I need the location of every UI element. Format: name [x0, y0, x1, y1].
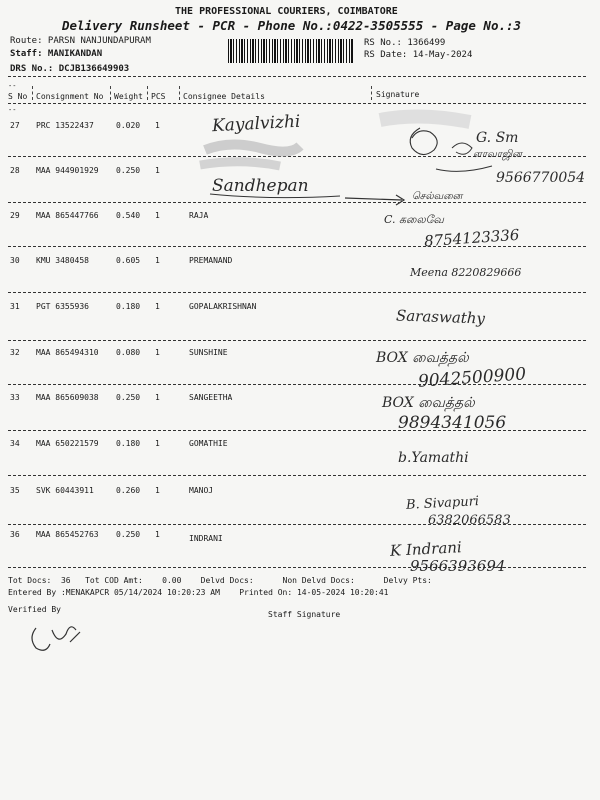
col-consignment: Consignment No	[36, 92, 104, 101]
row-pcs: 1	[155, 256, 160, 265]
handwritten-phone: 6382066583	[428, 513, 511, 528]
row-sno: 31	[10, 302, 20, 311]
row-sno: 34	[10, 439, 20, 448]
handwritten-consignee: Kayalvizhi	[211, 111, 301, 137]
handwritten-phone: 9566393694	[410, 557, 506, 575]
handwritten-signature: BOX வைத்தல்	[376, 350, 469, 366]
row-sno: 27	[10, 121, 20, 130]
company-name: THE PROFESSIONAL COURIERS, COIMBATORE	[175, 6, 398, 17]
route-label: Route: PARSN NANJUNDAPURAM	[10, 36, 151, 46]
row-pcs: 1	[155, 302, 160, 311]
row-consignment: PRC 13522437	[36, 121, 94, 130]
handwritten-signature: Saraswathy	[395, 306, 486, 328]
handwritten-phone: 9566770054	[496, 170, 586, 186]
row-consignment: MAA 650221579	[36, 439, 99, 448]
row-consignment: SVK 60443911	[36, 486, 94, 495]
handwritten-phone: 8754123336	[423, 225, 520, 251]
row-sno: 35	[10, 486, 20, 495]
handwritten-phone: 9042500900	[417, 364, 527, 392]
row-consignee: SANGEETHA	[189, 393, 233, 402]
rs-number: RS No.: 1366499	[364, 38, 446, 48]
row-sno: 29	[10, 211, 20, 220]
row-weight: 0.250	[116, 530, 141, 539]
row-consignment: MAA 865447766	[36, 211, 99, 220]
handwritten-signature: G. Sm	[476, 130, 519, 146]
totals-line: Tot Docs: 36 Tot COD Amt: 0.00 Delvd Docs: Non Delvd Docs: Delvy Pts:	[8, 576, 432, 585]
row-weight: 0.250	[116, 393, 141, 402]
row-consignment: MAA 944901929	[36, 166, 99, 175]
row-weight: 0.080	[116, 348, 141, 357]
handwritten-signature: B. Sivapuri	[405, 494, 480, 513]
row-consignment: MAA 865494310	[36, 348, 99, 357]
row-consignee: MANOJ	[189, 486, 214, 495]
entered-by-line: Entered By :MENAKAPCR 05/14/2024 10:20:23 AM Printed On: 14-05-2024 10:20:41	[8, 588, 389, 597]
handwritten-signature: BOX வைத்தல்	[382, 395, 475, 411]
handwritten-signature: Meena 8220829666	[410, 266, 522, 279]
row-weight: 0.180	[116, 439, 141, 448]
row-consignment: PGT 6355936	[36, 302, 89, 311]
row-consignee: INDRANI	[189, 534, 223, 543]
handwritten-signature: செல்வனை	[412, 191, 463, 202]
row-consignee: PREMANAND	[189, 256, 233, 265]
dash-mark: --	[8, 82, 17, 90]
page-title: Delivery Runsheet - PCR - Phone No.:0422-3505555 - Page No.:3	[62, 18, 522, 33]
handwritten-signature: C. கலைவே	[384, 213, 444, 226]
row-weight: 0.020	[116, 121, 141, 130]
staff-signature-label: Staff Signature	[268, 610, 341, 619]
verified-by-label: Verified By	[8, 605, 61, 614]
row-sno: 28	[10, 166, 20, 175]
staff-label: Staff: MANIKANDAN	[10, 49, 103, 59]
drs-number: DRS No.: DCJB136649903	[10, 64, 130, 74]
handwritten-phone: 9894341056	[398, 413, 507, 433]
row-pcs: 1	[155, 439, 160, 448]
row-weight: 0.605	[116, 256, 141, 265]
row-consignment: MAA 865452763	[36, 530, 99, 539]
row-weight: 0.250	[116, 166, 141, 175]
row-sno: 30	[10, 256, 20, 265]
handwritten-signature: K Indrani	[389, 538, 463, 560]
row-consignee: GOMATHIE	[189, 439, 228, 448]
rs-date: RS Date: 14-May-2024	[364, 50, 473, 60]
row-pcs: 1	[155, 121, 160, 130]
row-consignee: RAJA	[189, 211, 209, 220]
row-consignment: MAA 865609038	[36, 393, 99, 402]
col-signature: Signature	[376, 90, 420, 99]
verified-signature	[36, 624, 38, 625]
col-pcs: PCS	[151, 92, 166, 101]
row-consignee: SUNSHINE	[189, 348, 228, 357]
row-weight: 0.180	[116, 302, 141, 311]
row-pcs: 1	[155, 166, 160, 175]
row-pcs: 1	[155, 393, 160, 402]
row-consignee: GOPALAKRISHNAN	[189, 302, 257, 311]
col-sno: S No	[8, 92, 28, 101]
dash-mark: --	[8, 106, 17, 114]
row-weight: 0.540	[116, 211, 141, 220]
row-pcs: 1	[155, 530, 160, 539]
row-consignment: KMU 3480458	[36, 256, 89, 265]
col-weight: Weight	[114, 92, 143, 101]
handwritten-signature: b.Yamathi	[398, 450, 469, 466]
row-pcs: 1	[155, 348, 160, 357]
row-pcs: 1	[155, 211, 160, 220]
row-pcs: 1	[155, 486, 160, 495]
row-sno: 32	[10, 348, 20, 357]
col-consignee: Consignee Details	[183, 92, 265, 101]
handwritten-signature: ளாவாஜின	[473, 149, 522, 160]
row-sno: 33	[10, 393, 20, 402]
row-sno: 36	[10, 530, 20, 539]
row-weight: 0.260	[116, 486, 141, 495]
handwritten-consignee: Sandhepan	[212, 176, 309, 196]
